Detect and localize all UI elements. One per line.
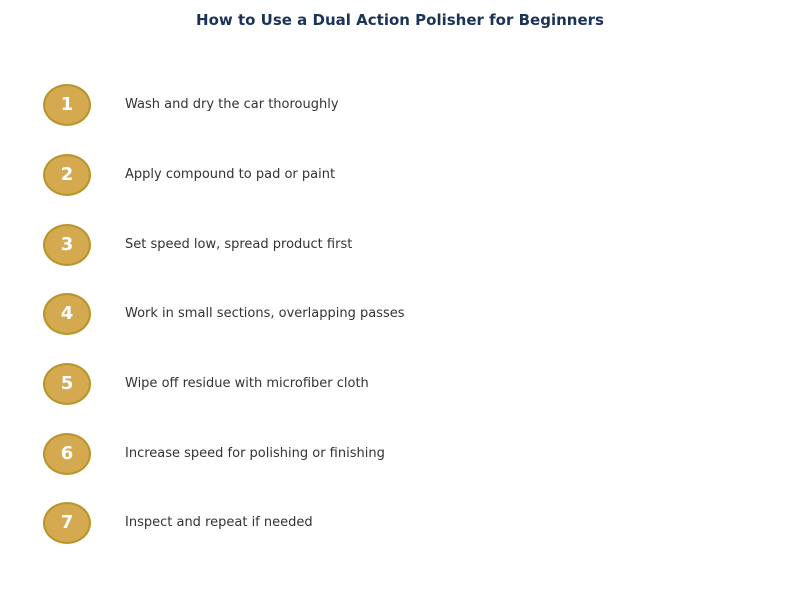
step-text: Wipe off residue with microfiber cloth [125, 376, 369, 391]
step-item [0, 154, 800, 198]
page-title: How to Use a Dual Action Polisher for Beginners [196, 11, 604, 29]
step-number: 7 [60, 512, 74, 533]
step-number: 4 [60, 303, 74, 324]
step-number-badge [43, 433, 91, 475]
step-number: 2 [60, 164, 74, 185]
step-number-badge [43, 224, 91, 266]
step-text: Increase speed for polishing or finishing [125, 446, 385, 461]
step-item [0, 433, 800, 477]
step-text: Inspect and repeat if needed [125, 515, 313, 530]
step-number: 5 [60, 373, 74, 394]
step-number-badge [43, 154, 91, 196]
step-number-badge [43, 84, 91, 126]
step-item [0, 502, 800, 546]
step-text: Apply compound to pad or paint [125, 167, 336, 182]
step-text: Wash and dry the car thoroughly [125, 97, 339, 112]
step-item [0, 84, 800, 128]
step-number: 1 [60, 94, 74, 115]
step-item [0, 224, 800, 268]
step-number-badge [43, 502, 91, 544]
step-item [0, 293, 800, 337]
step-text: Work in small sections, overlapping passes [125, 306, 405, 321]
step-number-badge [43, 293, 91, 335]
step-number: 6 [60, 443, 74, 464]
step-number-badge [43, 363, 91, 405]
step-number: 3 [60, 234, 74, 255]
step-text: Set speed low, spread product first [125, 237, 353, 252]
step-item [0, 363, 800, 407]
